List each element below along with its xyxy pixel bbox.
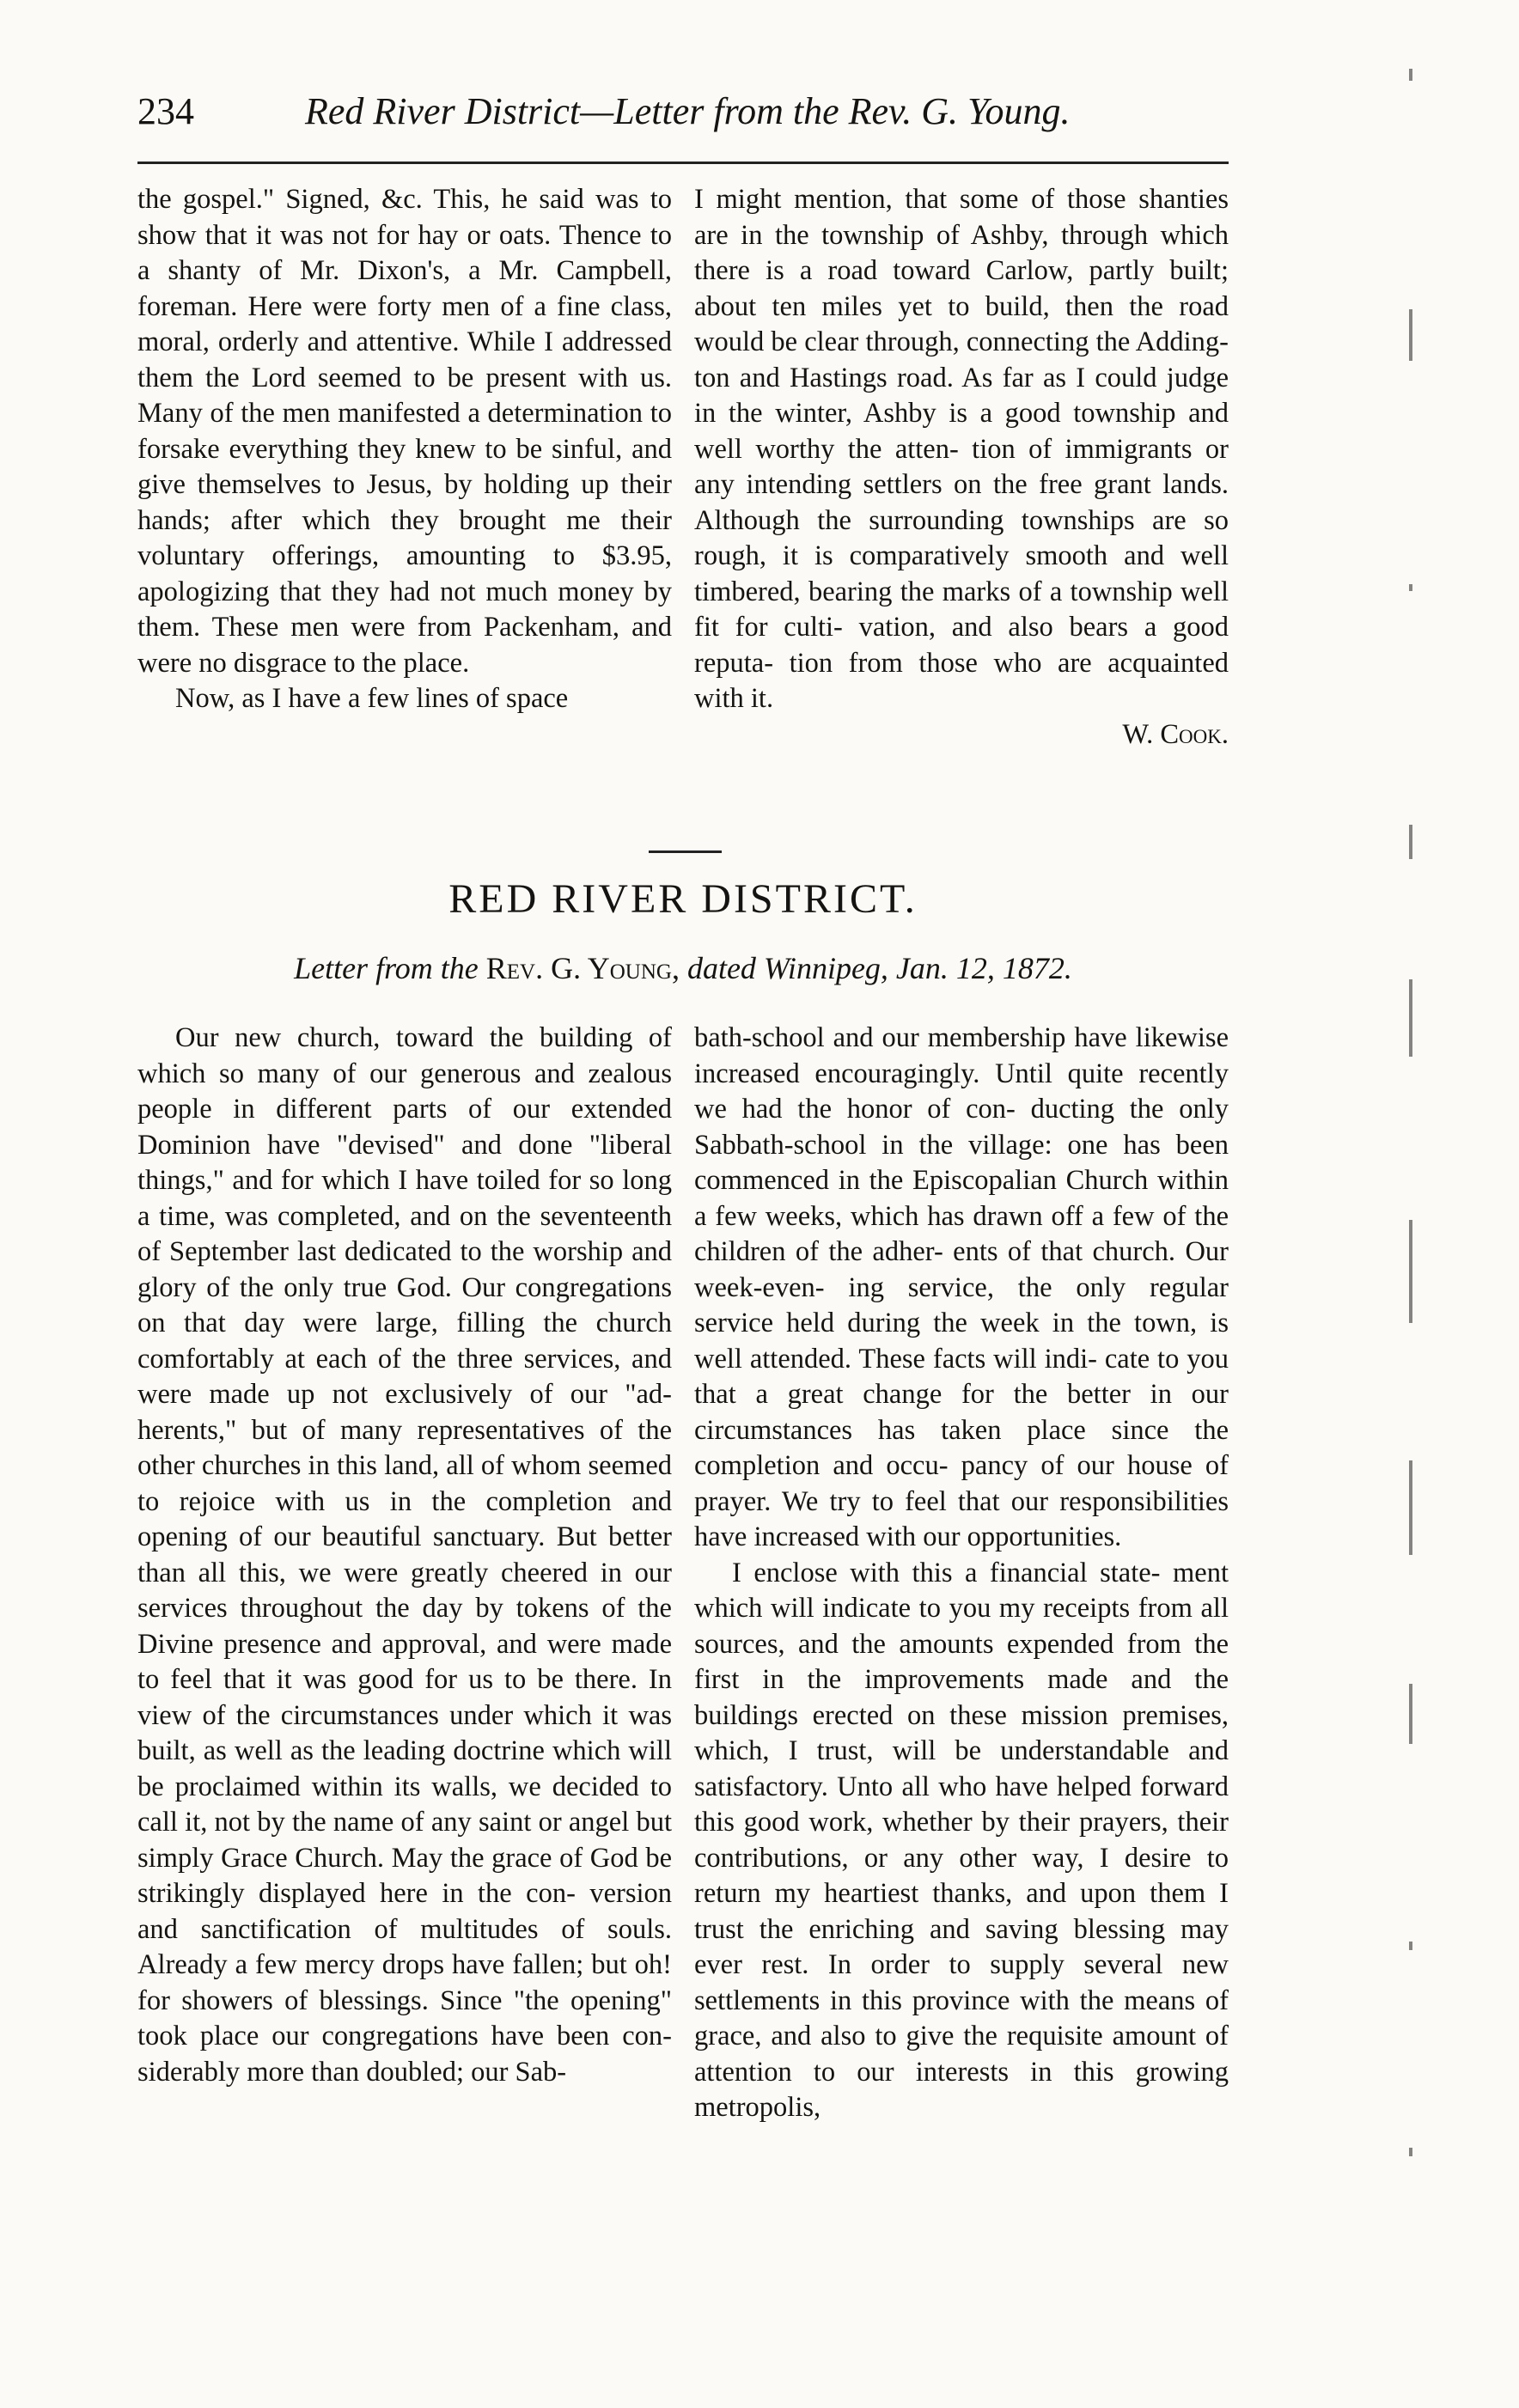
continued-letter [137, 182, 1229, 753]
continued-left-paragraph-1: the gospel." Signed, &c. This, he said was to show that it was not for hay or oats. Thence to a shanty of Mr. Dixon's, a Mr. Campbell, foreman. Here were forty men of a fine class, moral, orderly and attentive. While I addressed them the Lord seemed to be present with us. Many of the men manifested a determination to forsake everything they knew to be sinful, and give themselves to Jesus, by holding up their hands; after which they brought me their voluntary offerings, amounting to $3.95, apologizing that they had not much money by them. These men were from Packenham, and were no disgrace to the place. [137, 184, 672, 679]
running-title: Red River District—Letter from the Rev. G. Young. [305, 90, 1071, 132]
scan-mark [1409, 2148, 1412, 2156]
section-separator [649, 850, 722, 853]
scan-mark [1409, 825, 1412, 859]
dateline-suffix: dated Winnipeg, Jan. 12, 1872. [686, 951, 1072, 985]
scan-mark [1409, 69, 1412, 81]
letter-left-paragraph: Our new church, toward the building of which so many of our generous and zealous people in different parts of our extended Dominion have "devised" and done "liberal things," and for which I have toiled for so long a time, was completed, and on the seventeenth of September last dedicated to the worship and glory of the only true God. Our congregations on that day were large, filling the church comfortably at each of the three services, and were made up not exclusively of our "ad- herents," but of many representatives of the other churches in this land, all of whom seemed to rejoice with us in the completion and opening of our beautiful sanctuary. But better than all this, we were greatly cheered in our services throughout the day by tokens of the Divine presence and approval, and were made to feel that it was good for us to be there. In view of the circumstances under which it was built, as well as the leading doctrine which will be proclaimed within its walls, we decided to call it, not by the name of any saint or angel but simply Grace Church. May the grace of God be strikingly displayed here in the con- version and sanctification of multitudes of souls. Already a few mercy drops have fallen; but oh! for showers of blessings. Since "the opening" took place our congregations have been con- siderably more than doubled; our Sab- [137, 1022, 672, 2088]
continued-right-paragraph: I might mention, that some of those shanties are in the township of Ashby, through which there is a road toward Carlow, partly built; about ten miles yet to build, then the road would be clear through, connecting the Adding- ton and Hastings road. As far as I could judge in the winter, Ashby is a good township and well worthy the atten- tion of immigrants or any intending settlers on the free grant lands. Although the surrounding townships are so rough, it is comparatively smooth and well timbered, bearing the marks of a township well fit for culti- vation, and also bears a good reputa- tion from those who are acquainted with it. [694, 184, 1229, 714]
document-page [137, 0, 1400, 2408]
scan-mark [1409, 1220, 1412, 1323]
scan-mark [1409, 1942, 1412, 1950]
section-title: RED RIVER DISTRICT. [448, 876, 918, 922]
scan-mark [1409, 1460, 1412, 1555]
letter-right-paragraph-2: I enclose with this a financial state- ment which will indicate to you my receipts from all sources, and the amounts expended from the first in the improvements made and the buildings erected on these mission premises, which, I trust, will be understandable and satisfactory. Unto all who have helped forward this good work, whether by their prayers, their contributions, or any other way, I desire to return my heartiest thanks, and upon them I trust the enriching and saving blessing may ever rest. In order to supply several new settlements in this province with the means of grace, and also to give the requisite amount of attention to our interests in this growing metropolis, [694, 1557, 1229, 2123]
scan-mark [1409, 309, 1412, 361]
page-number: 234 [137, 90, 194, 132]
letter-right-paragraph-1: bath-school and our membership have likewise increased encouragingly. Until quite recently we had the honor of con- ducting the only Sabbath-school in the village: one has been commenced in the Episcopalian Church within a few weeks, which has drawn off a few of the children of the adher- ents of that church. Our week-even- ing service, the only regular service held during the week in the town, is well attended. These facts will indi- cate to you that a great change for the better in our circumstances has taken place since the completion and occu- pancy of our house of prayer. We try to feel that our responsibilities have increased with our opportunities. [694, 1022, 1229, 1552]
dateline [137, 947, 1229, 990]
header-rule [137, 162, 1229, 164]
dateline-prefix: Letter from the [294, 951, 479, 985]
continued-right-column [694, 182, 1229, 753]
letter-right-column [694, 1021, 1229, 2126]
continued-left-column [137, 182, 672, 753]
scan-mark [1409, 979, 1412, 1057]
running-head [137, 86, 1229, 137]
continued-left-paragraph-2: Now, as I have a few lines of space [175, 683, 569, 714]
margin-scan-marks [1409, 52, 1435, 2285]
letter-left-column [137, 1021, 672, 2126]
scan-mark [1409, 1684, 1412, 1744]
scan-mark [1409, 584, 1412, 591]
letter-body [137, 1021, 1229, 2126]
signature: W. Cook. [1122, 718, 1229, 750]
dateline-name: Rev. G. Young, [485, 951, 680, 985]
